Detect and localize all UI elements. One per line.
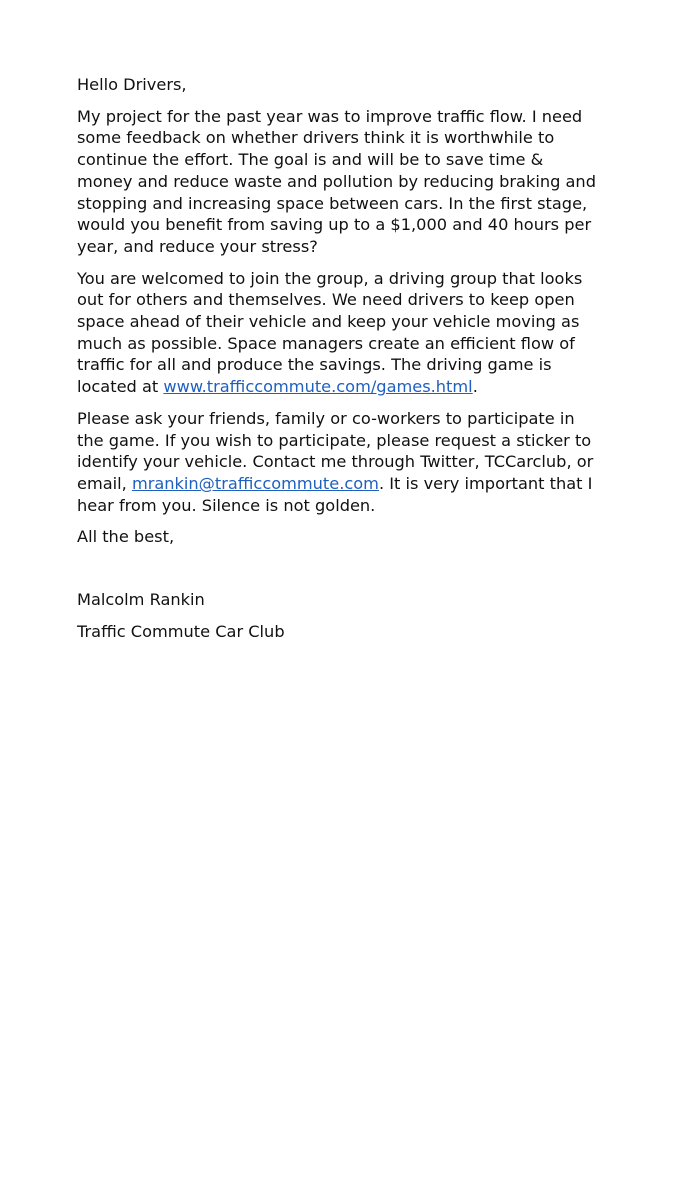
letter-body [77,74,597,652]
paragraph-participate [77,408,597,517]
paragraph-join-group [77,268,597,398]
paragraph-join-end: . [472,377,478,397]
paragraph-project: My project for the past year was to improve traffic flow. I need some feedback on whether drivers think it is worthwhile to continue the effort. The goal is and will be to save time & money and reduce waste and pollution by reducing braking and stopping and increasing space between cars. In the first stage, would you benefit from saving up to a $1,000 and 40 hours per year, and reduce your stress? [77,106,596,256]
email-link[interactable]: mrankin@trafficcommute.com [131,473,379,493]
paragraph-participate-end: . It is very important that I hear from you. Silence is not golden. [77,473,593,515]
paragraph-join-text: You are welcomed to join the group, a driving group that looks out for others and themselves. We need drivers to keep open space ahead of their vehicle and keep your vehicle moving as much as possible. Space managers create an efficient flow of traffic for all and produce the savings. The driving game is located at [77,268,583,397]
games-link[interactable]: www.trafficcommute.com/games.html [163,377,473,397]
paragraph-participate-text: Please ask your friends, family or co-workers to participate in the game. If you wish to participate, please request a sticker to identify your vehicle. Contact me through Twitter, TCCarclub, or email, [77,408,594,493]
closing: All the best, [77,527,175,547]
greeting: Hello Drivers, [77,75,187,94]
signature-organization: Traffic Commute Car Club [77,621,285,641]
signature-name: Malcolm Rankin [77,590,205,610]
